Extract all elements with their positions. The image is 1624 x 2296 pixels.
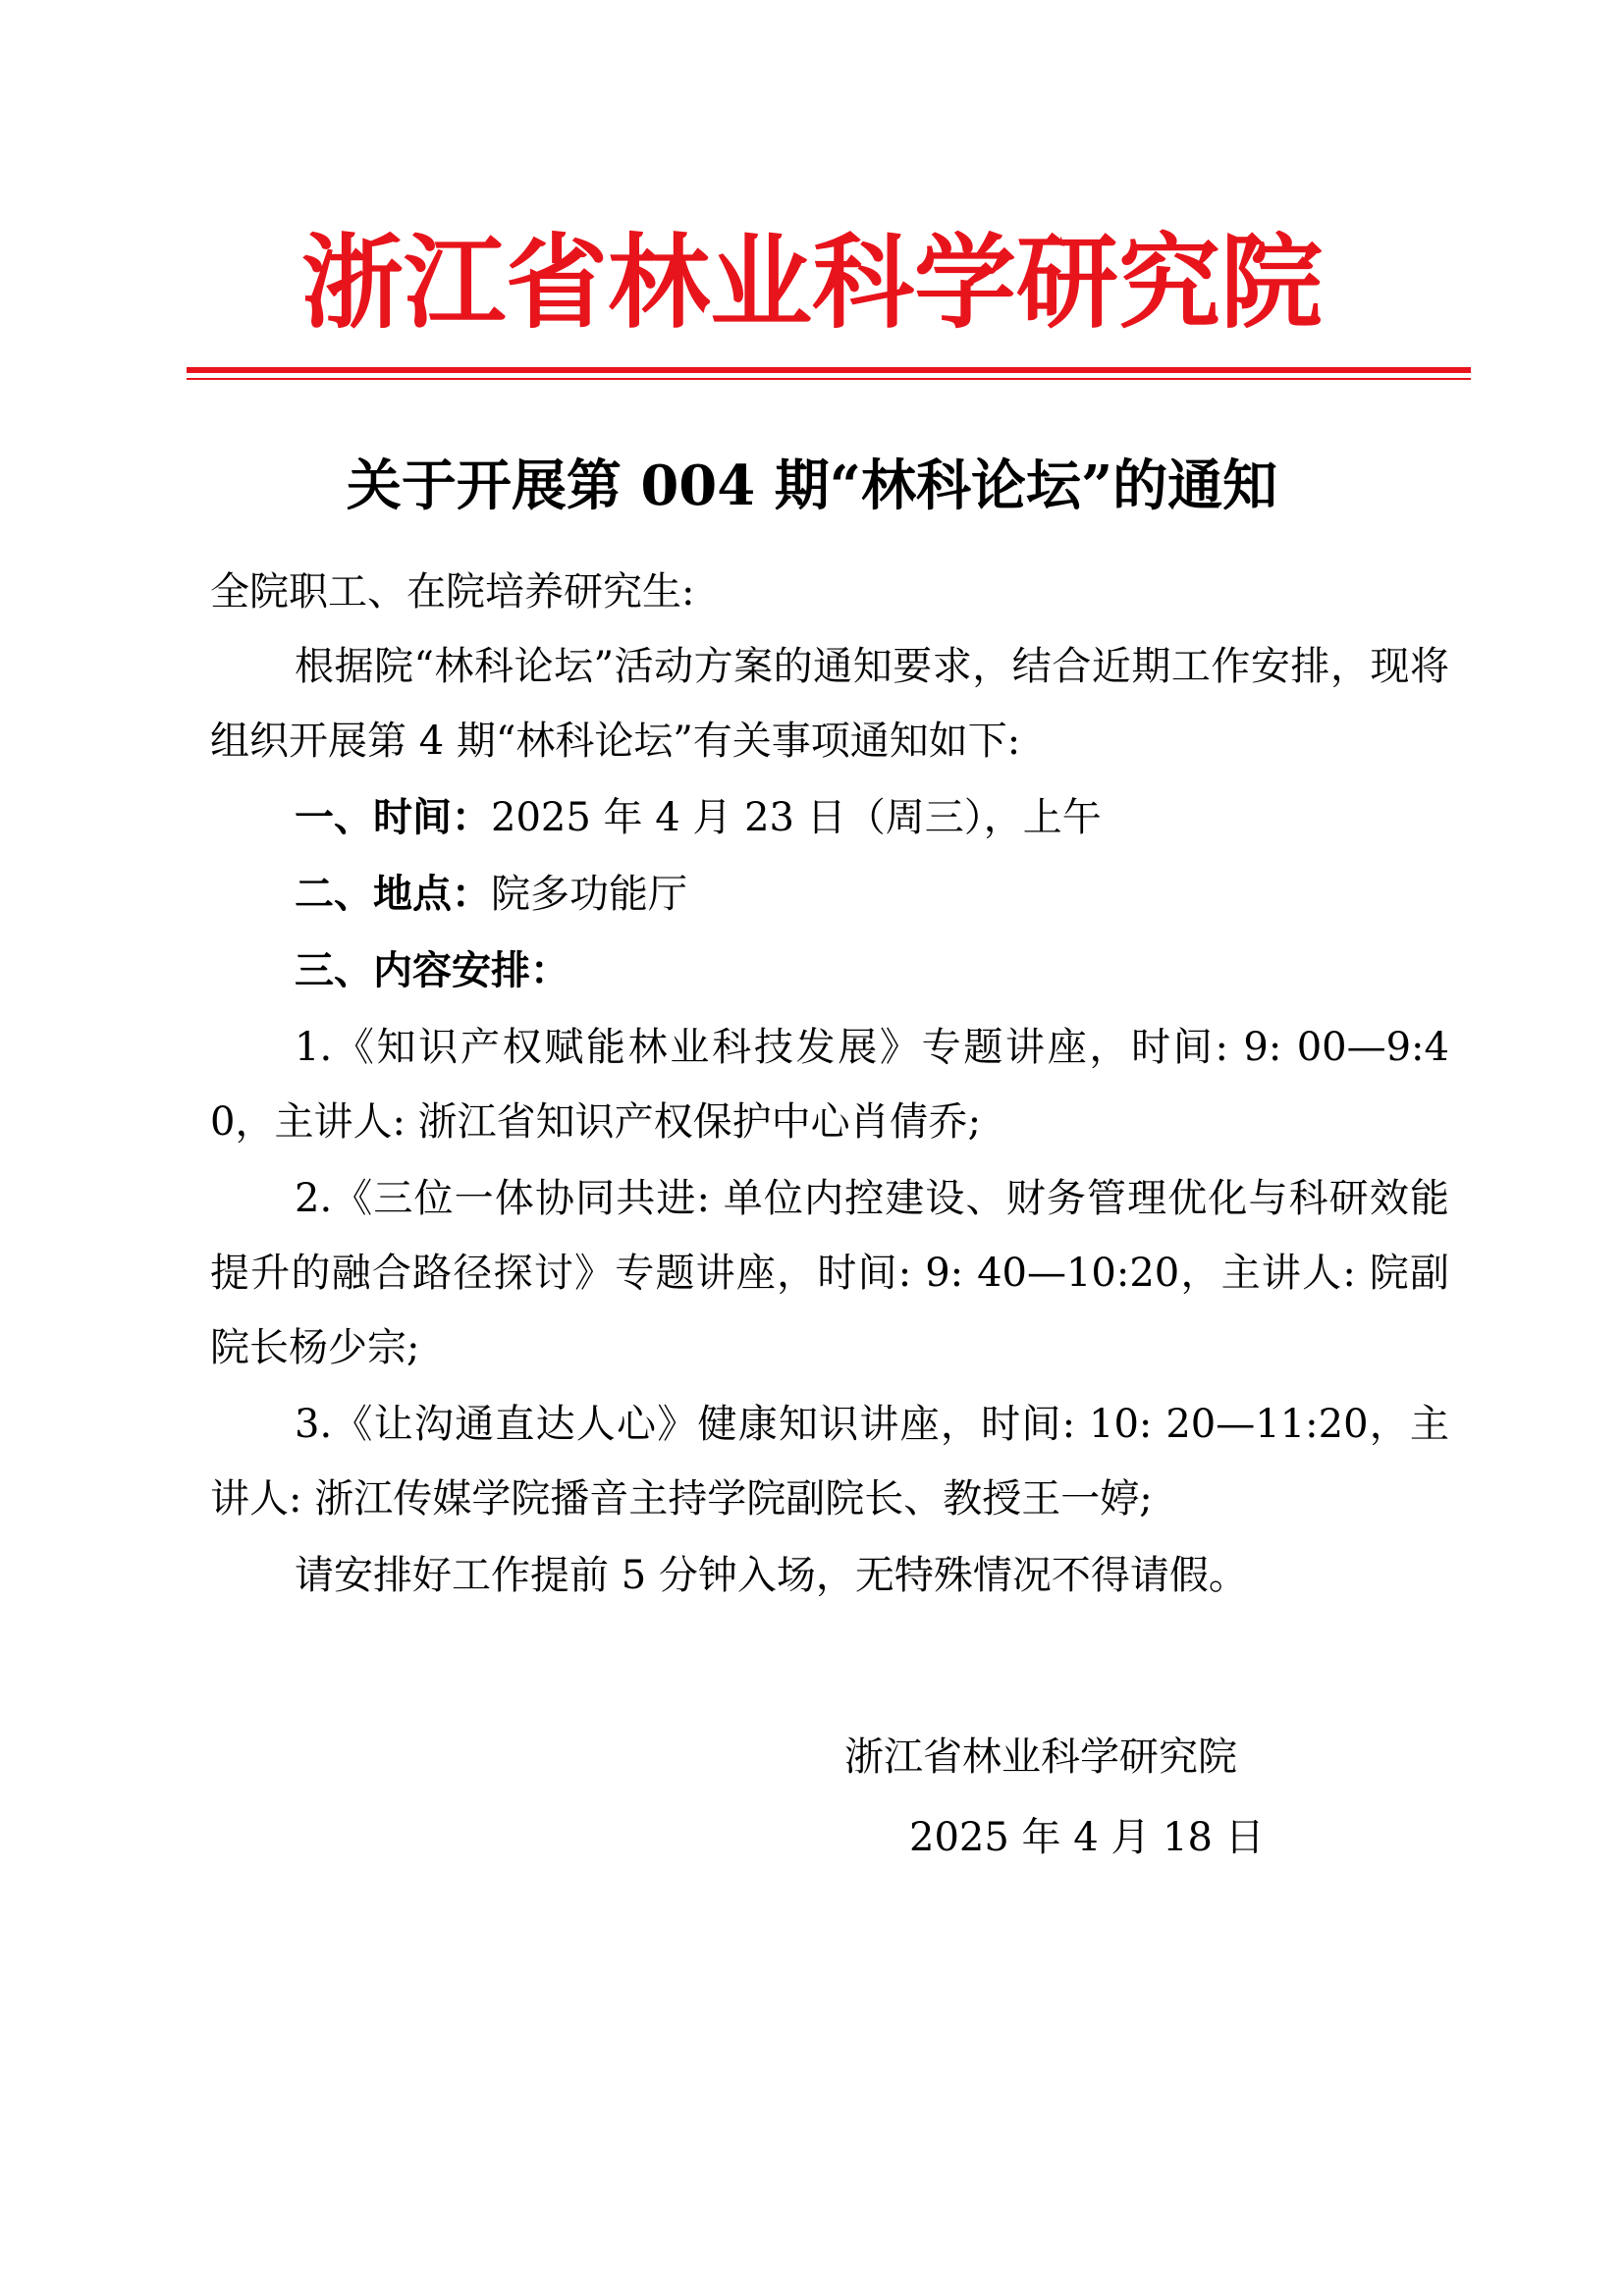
place-value: 院多功能厅 — [491, 872, 687, 917]
agenda-item: 3.《让沟通直达人心》健康知识讲座，时间: 10: 20—11:20，主讲人: 浙江传媒学院播音主持学院副院长、教授王一婷; — [210, 1402, 1449, 1522]
closing-note: 请安排好工作提前 5 分钟入场，无特殊情况不得请假。 — [295, 1553, 1248, 1598]
signature-org: 浙江省林业科学研究院 — [844, 1735, 1237, 1780]
intro-paragraph: 根据院“林科论坛”活动方案的通知要求，结合近期工作安排，现将组织开展第 4 期“林科论坛”有关事项通知如下: — [210, 644, 1449, 764]
notice-title: 关于开展第 004 期“林科论坛”的通知 — [346, 454, 1278, 518]
salutation: 全院职工、在院培养研究生: — [210, 569, 695, 614]
letterhead-red-rule-thin — [187, 378, 1471, 380]
agenda-item: 1.《知识产权赋能林业科技发展》专题讲座，时间: 9: 00—9:40，主讲人: 浙江省知识产权保护中心肖倩乔; — [210, 1025, 1449, 1145]
place-row — [295, 857, 687, 932]
content-heading — [295, 934, 569, 1008]
time-value: 2025 年 4 月 23 日（周三），上午 — [491, 795, 1102, 840]
signature-date: 2025 年 4 月 18 日 — [909, 1815, 1265, 1860]
time-row — [295, 780, 1102, 855]
agenda-item: 2.《三位一体协同共进: 单位内控建设、财务管理优化与科研效能提升的融合路径探讨》专题讲座，时间: 9: 40—10:20，主讲人: 院副院长杨少宗; — [210, 1176, 1449, 1370]
letterhead-red-rule-thick — [187, 367, 1471, 373]
time-label: 一、时间： — [295, 795, 491, 840]
place-label: 二、地点： — [295, 872, 491, 917]
content-label: 三、内容安排： — [295, 948, 569, 993]
letterhead-title: 浙江省林业科学研究院 — [300, 222, 1323, 343]
